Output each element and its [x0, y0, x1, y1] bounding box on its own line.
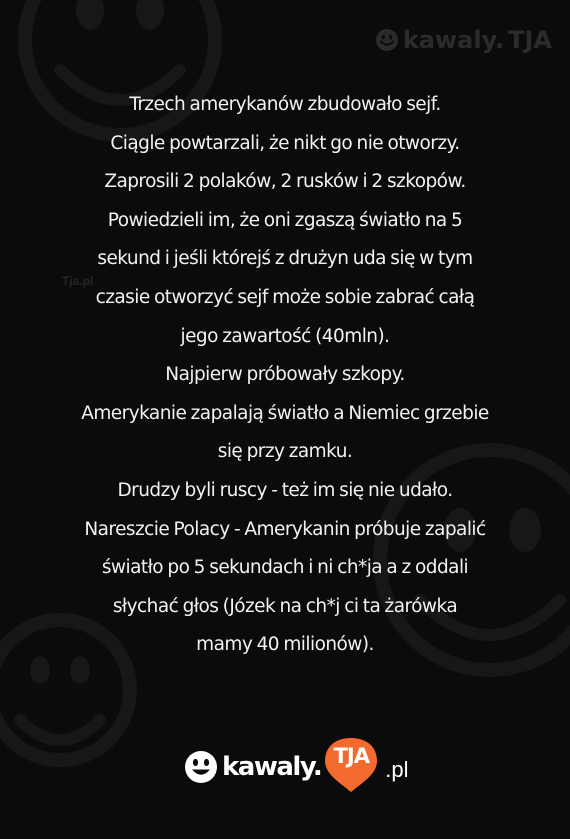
- joke-line: Zaprosili 2 polaków, 2 rusków i 2 szkopów.: [104, 171, 466, 193]
- brand-logo[interactable]: [184, 744, 409, 790]
- joke-line: się przy zamku.: [217, 441, 353, 463]
- brand-pin-text: TJA: [333, 744, 369, 768]
- joke-line: Ciągle powtarzali, że nikt go nie otworzy.: [110, 132, 460, 154]
- joke-line: Najpierw próbowały szkopy.: [165, 364, 405, 386]
- watermark-pin: TJA: [508, 26, 552, 54]
- joke-line: sekund i jeśli którejś z drużyn uda się w tym: [97, 248, 473, 270]
- watermark-logo: [375, 26, 552, 54]
- smiley-face-icon: [184, 750, 218, 784]
- brand-name: kawaly.: [222, 752, 322, 782]
- joke-line: słychać głos (Józek na ch*j ci ta żarówka: [112, 595, 458, 617]
- watermark-name: kawaly.: [402, 26, 505, 54]
- brand-pin: [321, 734, 385, 790]
- joke-text: [22, 86, 548, 665]
- brand-tld: .pl: [385, 757, 409, 782]
- joke-line: Nareszcie Polacy - Amerykanin próbuje zapalić: [84, 518, 486, 540]
- small-watermark: Tja.pl: [62, 274, 94, 288]
- joke-line: Drudzy byli ruscy - też im się nie udało.: [117, 479, 453, 501]
- joke-line: Trzech amerykanów zbudowało sejf.: [129, 94, 441, 115]
- joke-line: światło po 5 sekundach i ni ch*ja a z oddali: [101, 557, 469, 579]
- joke-line: Amerykanie zapalają światło a Niemiec grzebie: [81, 402, 489, 424]
- joke-line: Powiedzieli im, że oni zgaszą światło na 5: [107, 209, 463, 231]
- joke-line: jego zawartość (40mln).: [180, 325, 390, 347]
- joke-line: czasie otworzyć sejf może sobie zabrać całą: [95, 286, 475, 308]
- smiley-face-icon: [375, 28, 399, 52]
- joke-line: mamy 40 milionów).: [196, 634, 374, 656]
